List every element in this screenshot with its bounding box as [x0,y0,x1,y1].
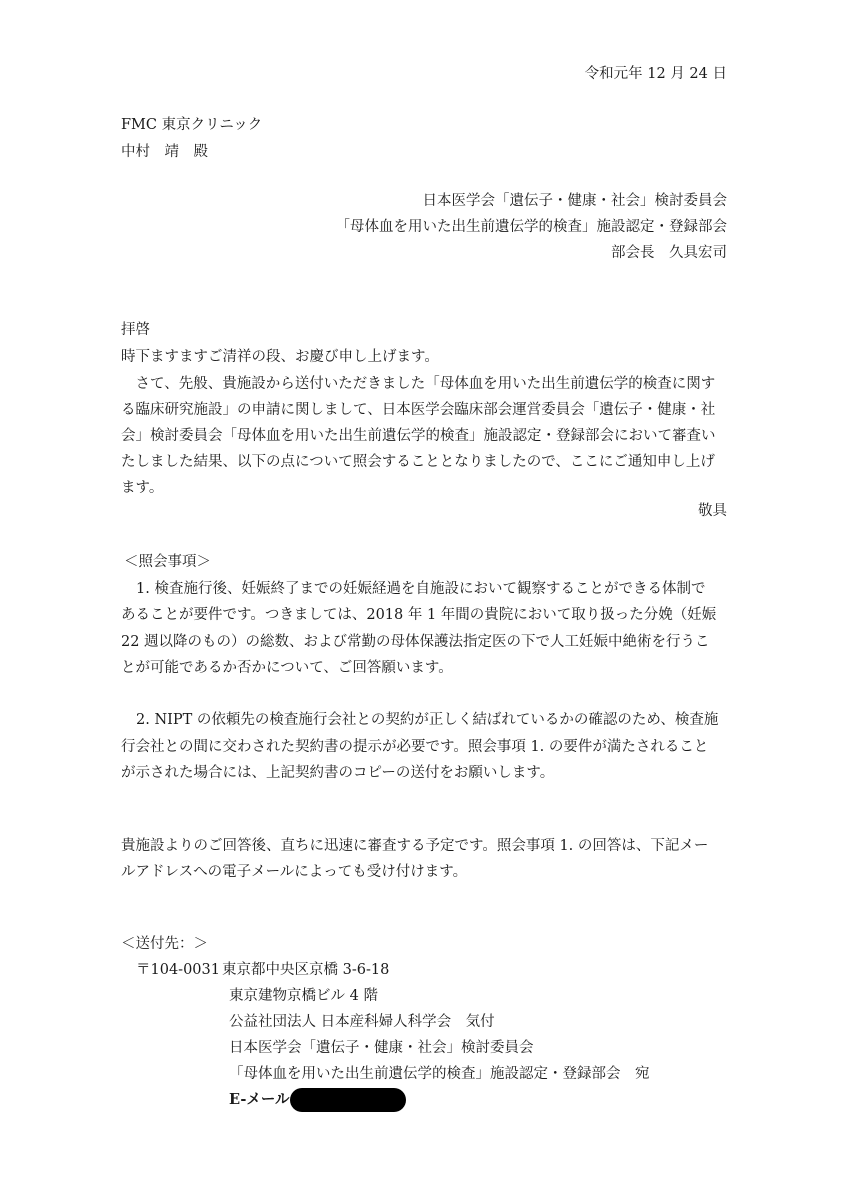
address-line: 「母体血を用いた出生前遺伝学的検査」施設認定・登録部会 宛 [229,1066,650,1082]
postal-code: 〒104-0031 [136,962,220,978]
sender-committee: 日本医学会「遺伝子・健康・社会」検討委員会 [422,193,727,209]
sender-subcommittee: 「母体血を用いた出生前遺伝学的検査」施設認定・登録部会 [335,219,727,235]
send-to-label: ＜送付先：＞ [121,936,208,952]
inquiry-item-1-line: あることが要件です。つきましては、2018 年 1 年間の貴院において取り扱った分娩（妊娠 [121,607,717,623]
address-line: 東京都中央区京橋 3-6-18 [222,962,390,978]
closing: 敬具 [698,503,727,519]
sender-chair: 部会長 久具宏司 [611,245,727,261]
recipient-org: FMC 東京クリニック [121,117,263,133]
inquiry-item-1-line: 22 週以降のもの）の総数、および常勤の母体保護法指定医の下で人工妊娠中絶術を行うこ [121,634,710,650]
redacted-email-address [290,1088,406,1112]
address-line: 公益社団法人 日本産科婦人科学会 気付 [229,1014,495,1030]
body-line: さて、先般、貴施設から送付いただきました「母体血を用いた出生前遺伝学的検査に関す [121,376,716,392]
seasonal-greeting: 時下ますますご清祥の段、お慶び申し上げます。 [121,349,439,365]
body-line: 会」検討委員会「母体血を用いた出生前遺伝学的検査」施設認定・登録部会において審査い [121,428,716,444]
inquiry-item-2-line: 2. NIPT の依頼先の検査施行会社との契約が正しく結ばれているかの確認のため、検査施 [136,712,719,728]
inquiry-item-2-line: 行会社との間に交わされた契約書の提示が必要です。照会事項 1. の要件が満たされること [121,739,709,755]
reply-line: 貴施設よりのご回答後、直ちに迅速に審査する予定です。照会事項 1. の回答は、下記メー [121,838,709,854]
inquiry-item-1-line: とが可能であるか否かについて、ご回答願います。 [121,660,453,676]
letter-date: 令和元年 12 月 24 日 [584,66,727,82]
address-line: 東京建物京橋ビル 4 階 [229,988,378,1004]
body-line: ます。 [121,480,164,496]
inquiry-item-1-line: 1. 検査施行後、妊娠終了までの妊娠経過を自施設において観察することができる体制で [136,581,706,597]
salutation: 拝啓 [121,322,150,338]
address-line: 日本医学会「遺伝子・健康・社会」検討委員会 [229,1040,534,1056]
inquiry-item-2-line: が示された場合には、上記契約書のコピーの送付をお願いします。 [121,765,555,781]
recipient-name: 中村 靖 殿 [121,144,208,160]
email-label: E-メール [229,1091,290,1108]
inquiry-heading: ＜照会事項＞ [124,554,211,570]
reply-line: ルアドレスへの電子メールによっても受け付けます。 [121,864,468,880]
body-line: る臨床研究施設」の申請に関しまして、日本医学会臨床部会運営委員会「遺伝子・健康・社 [121,402,716,418]
body-line: たしました結果、以下の点について照会することとなりましたので、ここにご通知申し上げ [121,454,715,470]
